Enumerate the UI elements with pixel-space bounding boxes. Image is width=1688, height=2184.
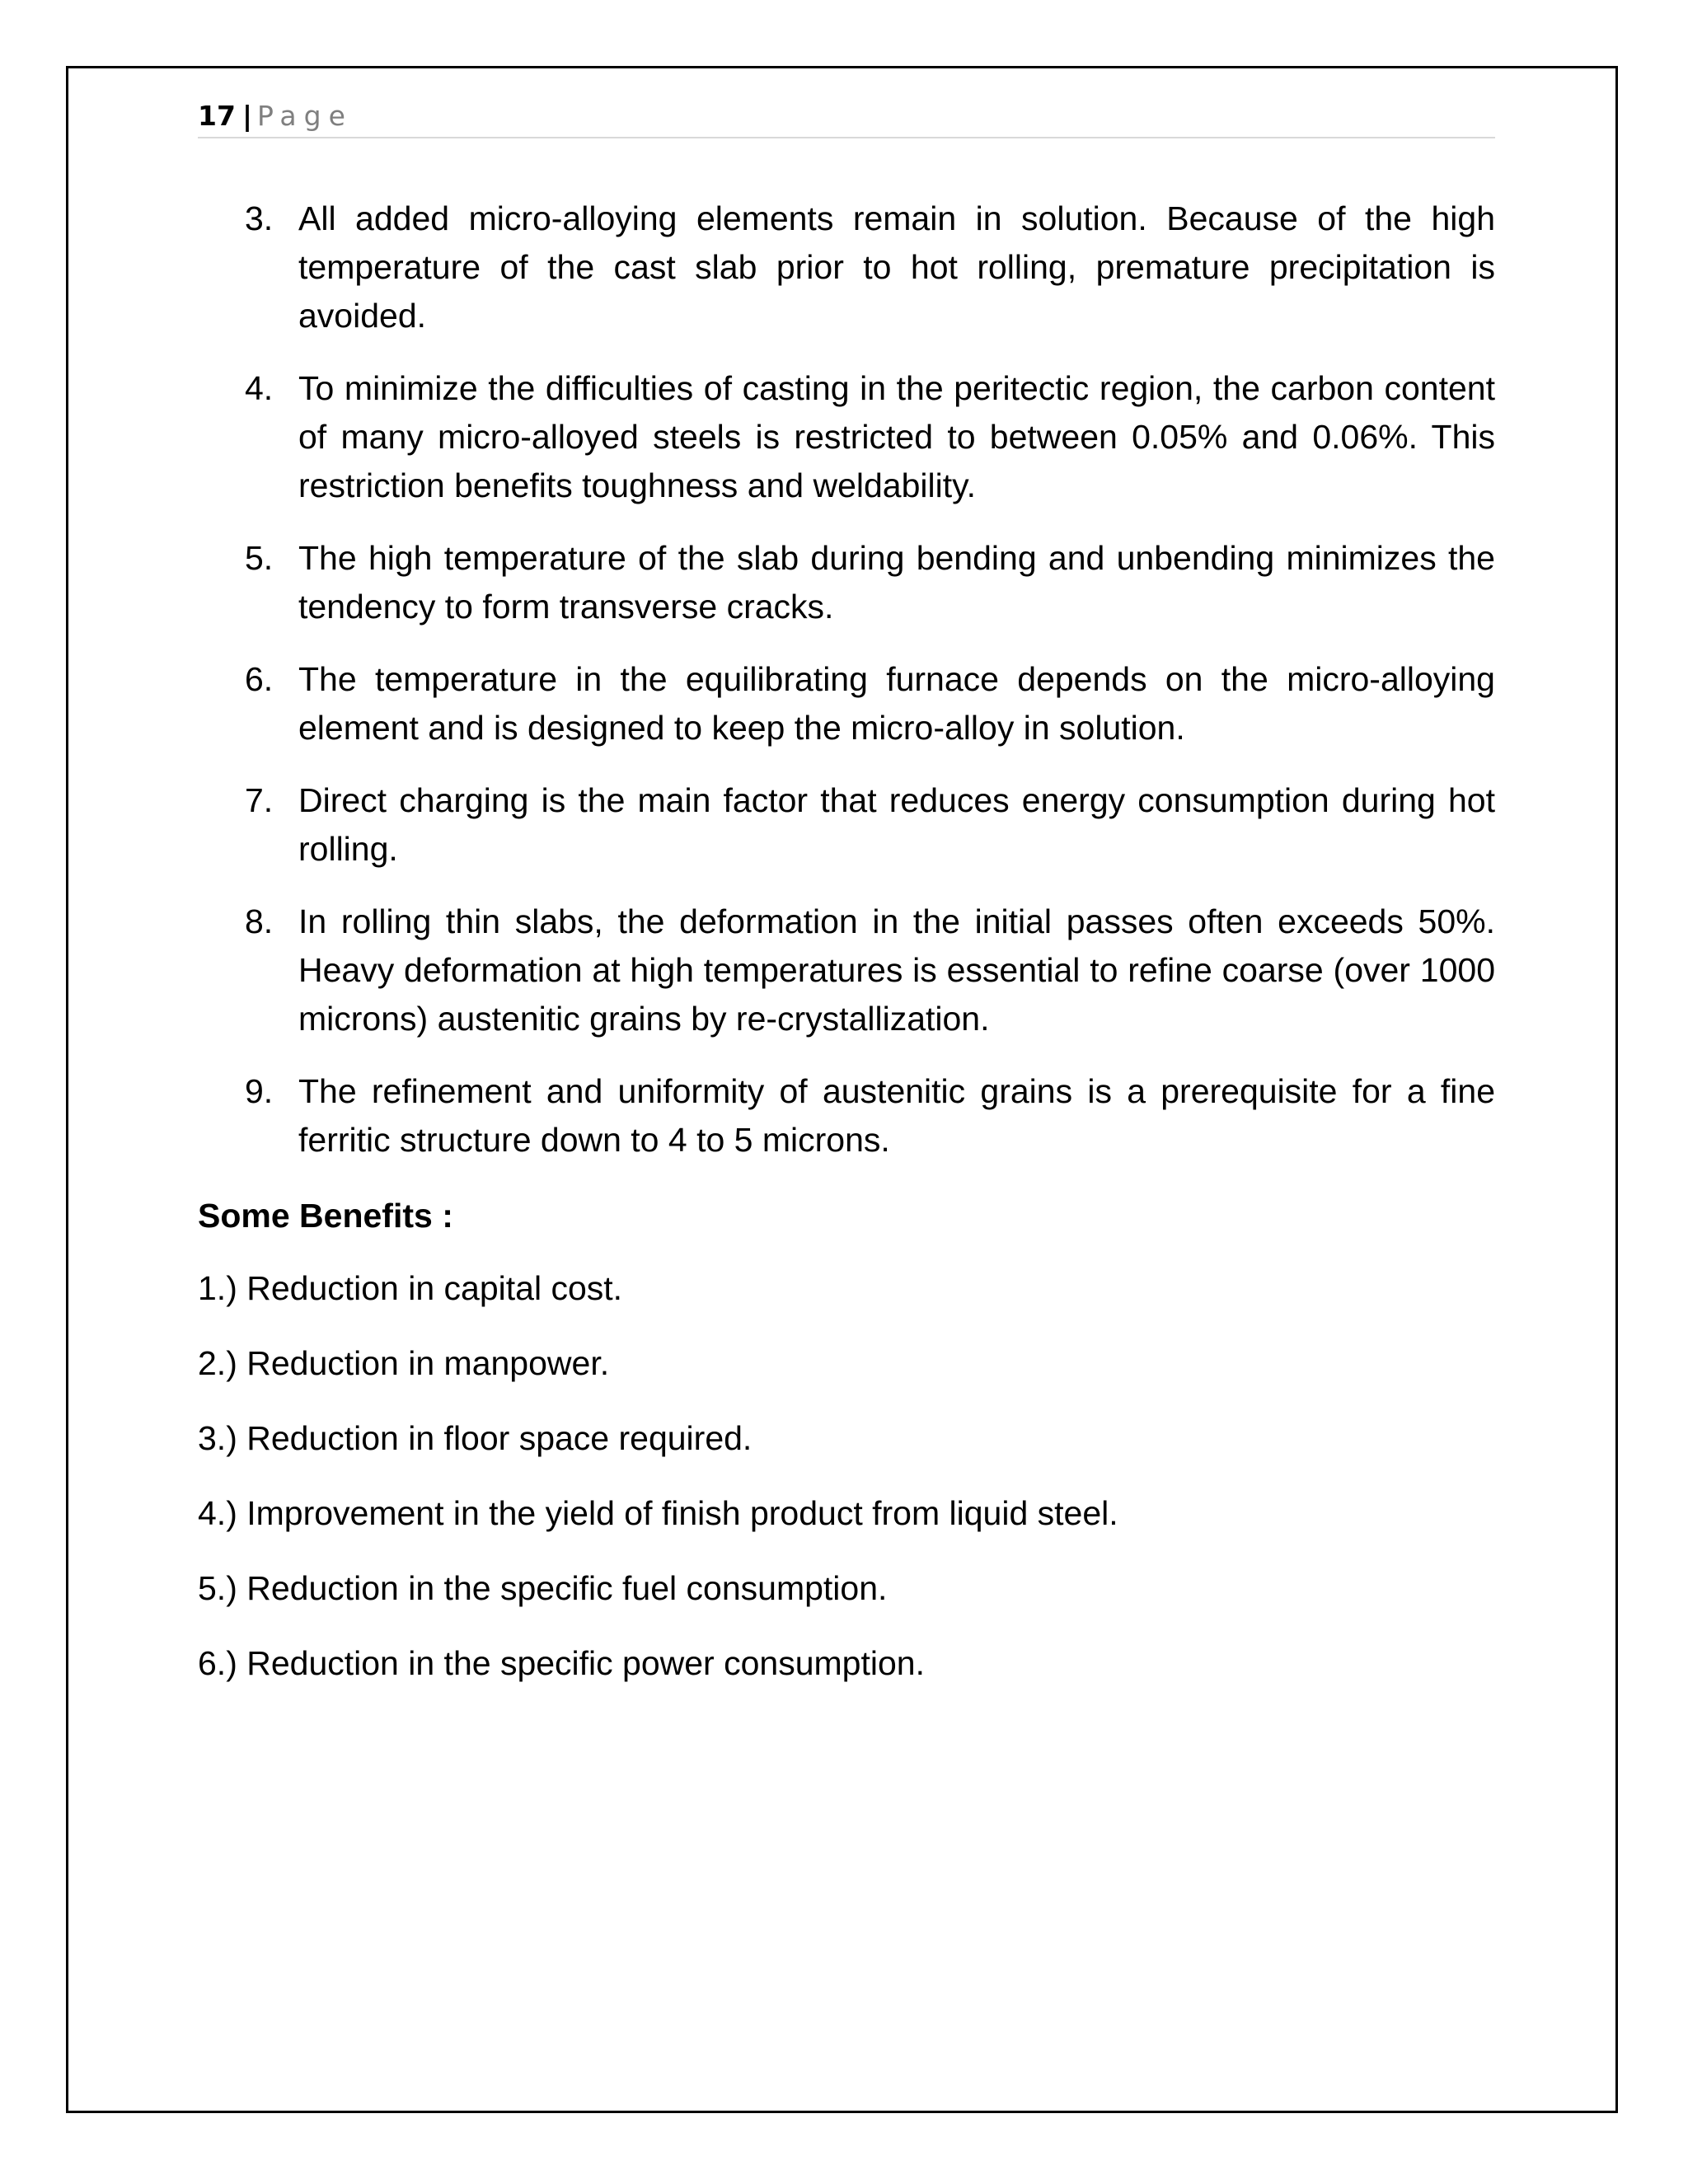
benefit-item: 4.) Improvement in the yield of finish product from liquid steel. xyxy=(198,1494,1118,1532)
list-item-text: To minimize the difficulties of casting in the peritectic region, the carbon content of many micro-alloyed steels is restricted to between 0.05% and 0.06%. This restriction benefits toughness and weldability. xyxy=(298,369,1495,504)
list-item-number: 7. xyxy=(245,781,274,819)
page-body xyxy=(198,194,1495,1714)
benefit-item: 2.) Reduction in manpower. xyxy=(198,1344,610,1382)
list-item xyxy=(198,898,1495,1043)
benefit-item: 3.) Reduction in floor space required. xyxy=(198,1419,753,1457)
list-item-number: 4. xyxy=(245,369,274,407)
list-item-text: Direct charging is the main factor that reduces energy consumption during hot rolling. xyxy=(298,781,1495,868)
list-item-text: The temperature in the equilibrating furnace depends on the micro-alloying element and is designed to keep the micro-alloy in solution. xyxy=(298,660,1495,747)
benefit-item: 5.) Reduction in the specific fuel consumption. xyxy=(198,1569,888,1607)
list-item xyxy=(198,655,1495,752)
list-item-number: 9. xyxy=(245,1072,274,1110)
header-separator: | xyxy=(241,100,252,132)
page-label: Page xyxy=(257,100,353,132)
list-item xyxy=(198,776,1495,874)
list-item-number: 6. xyxy=(245,660,274,698)
benefit-item: 6.) Reduction in the specific power consumption. xyxy=(198,1644,925,1682)
benefits-heading: Some Benefits : xyxy=(198,1197,453,1235)
list-item xyxy=(198,534,1495,631)
list-item-text: The refinement and uniformity of austenitic grains is a prerequisite for a fine ferritic structure down to 4 to 5 microns. xyxy=(298,1072,1495,1159)
list-item-number: 5. xyxy=(245,539,274,577)
benefit-item: 1.) Reduction in capital cost. xyxy=(198,1269,623,1307)
page-header xyxy=(198,96,1495,138)
list-item-text: The high temperature of the slab during bending and unbending minimizes the tendency to form transverse cracks. xyxy=(298,539,1495,626)
list-item-text: In rolling thin slabs, the deformation in the initial passes often exceeds 50%. Heavy deformation at high temperatures is essential to refine coarse (over 1000 microns) austenitic grains by re-crystallization. xyxy=(298,902,1495,1038)
list-item-text: All added micro-alloying elements remain in solution. Because of the high temperature of the cast slab prior to hot rolling, premature precipitation is avoided. xyxy=(298,199,1495,335)
list-item-number: 3. xyxy=(245,199,274,237)
list-item xyxy=(198,1067,1495,1165)
list-item xyxy=(198,364,1495,510)
list-item-number: 8. xyxy=(245,902,274,940)
page-number: 17 xyxy=(198,100,236,132)
numbered-list xyxy=(198,194,1495,1165)
list-item xyxy=(198,194,1495,340)
